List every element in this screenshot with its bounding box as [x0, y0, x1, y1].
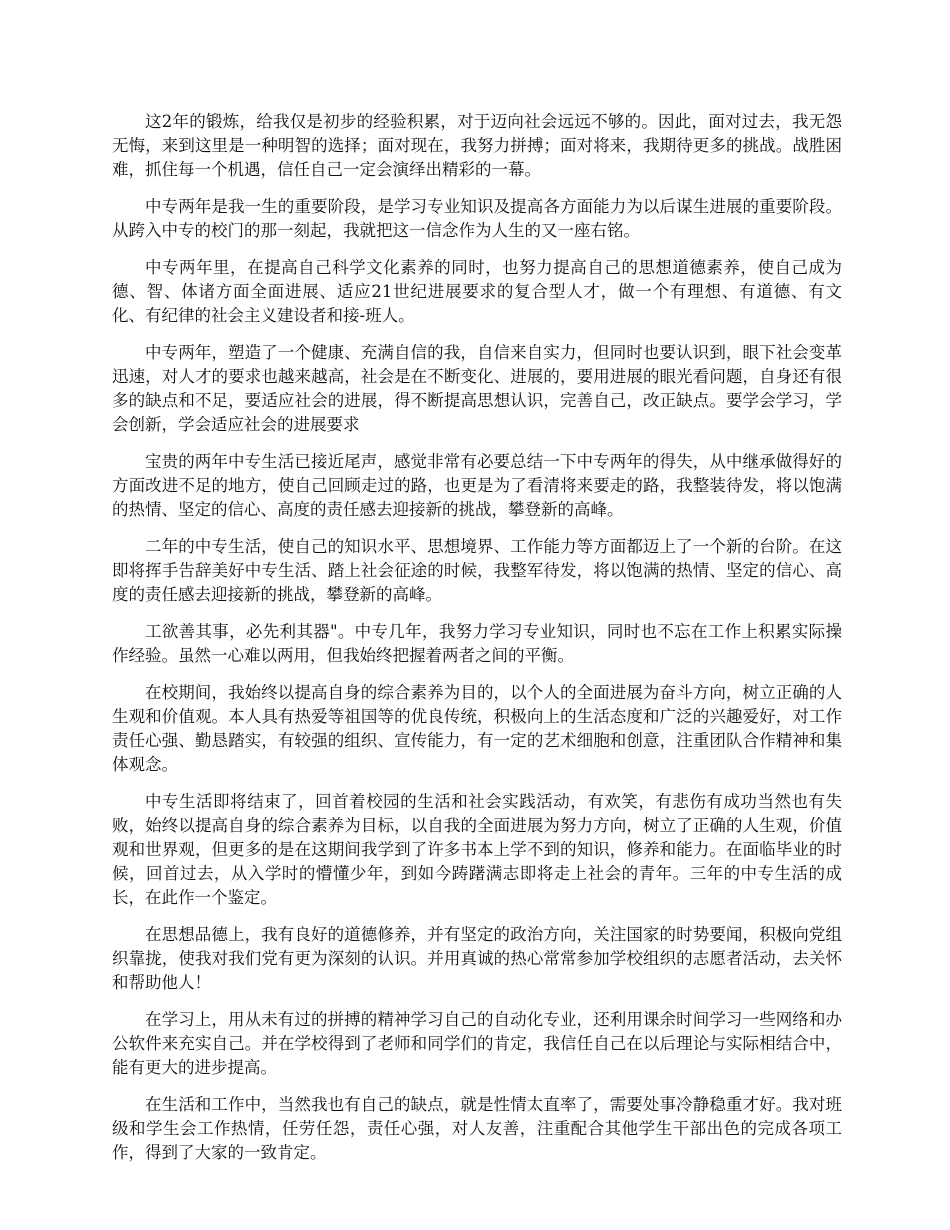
document-body [112, 110, 842, 1178]
paragraph-9: 中专生活即将结束了，回首着校园的生活和社会实践活动，有欢笑，有悲伤有成功当然也有失败，始终以提高自身的综合素养为目标，以自我的全面进展为努力方向，树立了正确的人生观，价值观和世界观，但更多的是在这期间我学到了许多书本上学不到的知识，修养和能力。在面临毕业的时候，回首过去，从入学时的懵懂少年，到如今踌躇满志即将走上社会的青年。三年的中专生活的成长，在此作一个鉴定。 [112, 792, 842, 907]
paragraph-4: 中专两年，塑造了一个健康、充满自信的我，自信来自实力，但同时也要认识到，眼下社会变革迅速，对人才的要求也越来越高，社会是在不断变化、进展的，要用进展的眼光看问题，自身还有很多的缺点和不足，要适应社会的进展，得不断提高思想认识，完善自己，改正缺点。要学会学习，学会创新，学会适应社会的进展要求 [112, 343, 842, 434]
paragraph-12: 在生活和工作中，当然我也有自己的缺点，就是性情太直率了，需要处事冷静稳重才好。我对班级和学生会工作热情，任劳任怨，责任心强，对人友善，注重配合其他学生干部出色的完成各项工作，得到了大家的一致肯定。 [112, 1095, 842, 1162]
paragraph-1: 这2年的锻炼，给我仅是初步的经验积累，对于迈向社会远远不够的。因此，面对过去，我无怨无悔，来到这里是一种明智的选择；面对现在，我努力拼搏；面对将来，我期待更多的挑战。战胜困难，抓住每一个机遇，信任自己一定会演绎出精彩的一幕。 [112, 112, 842, 179]
paragraph-5: 宝贵的两年中专生活已接近尾声，感觉非常有必要总结一下中专两年的得失，从中继承做得好的方面改进不足的地方，使自己回顾走过的路，也更是为了看清将来要走的路，我整装待发，将以饱满的热情、坚定的信心、高度的责任感去迎接新的挑战，攀登新的高峰。 [112, 452, 842, 519]
paragraph-3: 中专两年里，在提高自己科学文化素养的同时，也努力提高自己的思想道德素养，使自己成为德、智、体诸方面全面进展、适应21世纪进展要求的复合型人才，做一个有理想、有道德、有文化、有纪律的社会主义建设者和接-班人。 [112, 258, 842, 325]
paragraph-10: 在思想品德上，我有良好的道德修养，并有坚定的政治方向，关注国家的时势要闻，积极向党组织靠拢，使我对我们党有更为深刻的认识。并用真诚的热心常常参加学校组织的志愿者活动，去关怀和帮助他人！ [112, 925, 842, 992]
paragraph-2: 中专两年是我一生的重要阶段，是学习专业知识及提高各方面能力为以后谋生进展的重要阶段。从跨入中专的校门的那一刻起，我就把这一信念作为人生的又一座右铭。 [112, 197, 842, 240]
paragraph-6: 二年的中专生活，使自己的知识水平、思想境界、工作能力等方面都迈上了一个新的台阶。在这即将挥手告辞美好中专生活、踏上社会征途的时候，我整军待发，将以饱满的热情、坚定的信心、高度的责任感去迎接新的挑战，攀登新的高峰。 [112, 537, 842, 604]
paragraph-11: 在学习上，用从未有过的拼搏的精神学习自己的自动化专业，还利用课余时间学习一些网络和办公软件来充实自己。并在学校得到了老师和同学们的肯定，我信任自己在以后理论与实际相结合中，能有更大的进步提高。 [112, 1010, 842, 1077]
paragraph-7: 工欲善其事，必先利其器"。中专几年，我努力学习专业知识，同时也不忘在工作上积累实际操作经验。虽然一心难以两用，但我始终把握着两者之间的平衡。 [112, 622, 842, 665]
paragraph-8: 在校期间，我始终以提高自身的综合素养为目的，以个人的全面进展为奋斗方向，树立正确的人生观和价值观。本人具有热爱等祖国等的优良传统，积极向上的生活态度和广泛的兴趣爱好，对工作责任心强、勤恳踏实，有较强的组织、宣传能力，有一定的艺术细胞和创意，注重团队合作精神和集体观念。 [112, 683, 842, 774]
